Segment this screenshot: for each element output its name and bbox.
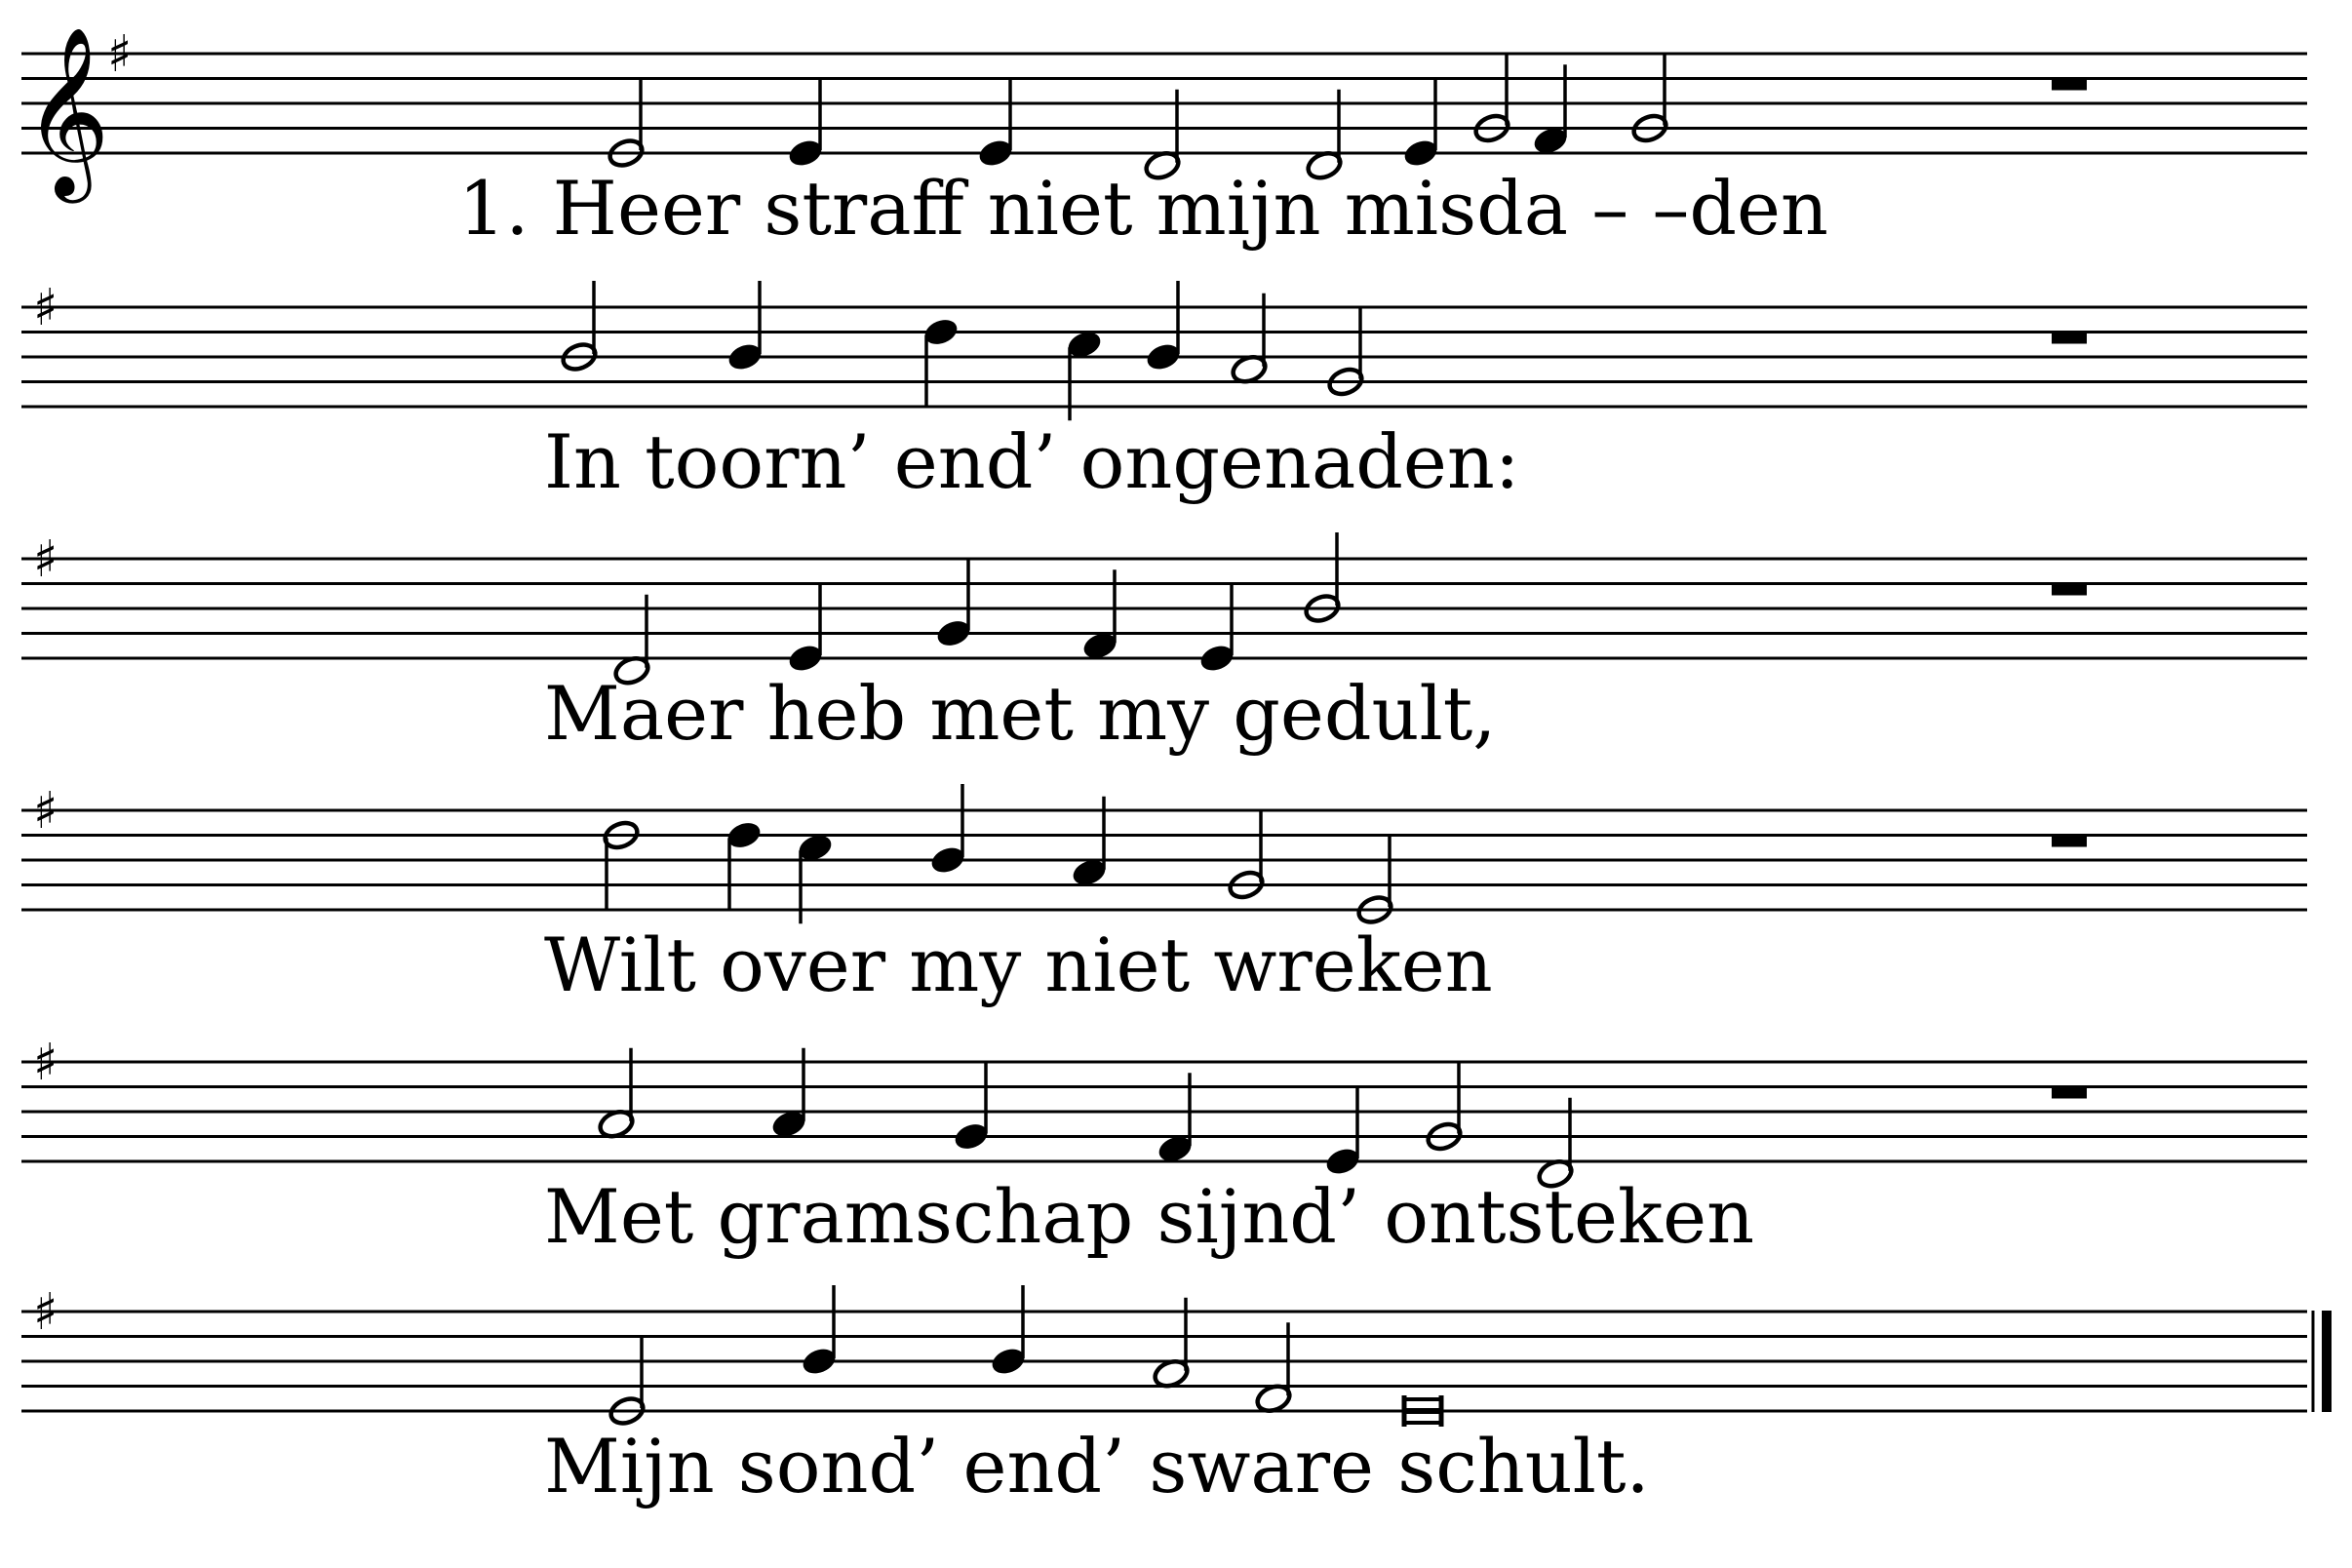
note bbox=[1425, 1061, 1464, 1154]
note bbox=[976, 77, 1015, 170]
lyric-line: Wilt over my niet wreken bbox=[544, 921, 1493, 1008]
note bbox=[725, 281, 764, 373]
note bbox=[1472, 53, 1511, 145]
half-rest-icon bbox=[2052, 1087, 2087, 1099]
key-signature-sharp-icon: ♯ bbox=[33, 279, 59, 337]
lyric-line: Mijn sond’ end’ sware schult. bbox=[544, 1423, 1650, 1509]
half-rest-icon bbox=[2052, 333, 2087, 344]
note bbox=[1144, 281, 1183, 373]
lyric-line: In toorn’ end’ ongenaden: bbox=[544, 418, 1520, 505]
staff-system-2 bbox=[21, 279, 2307, 505]
note bbox=[1323, 1085, 1362, 1178]
staff-system-4 bbox=[21, 782, 2307, 1008]
key-signature-sharp-icon: ♯ bbox=[33, 1034, 59, 1092]
note bbox=[1401, 77, 1440, 170]
note bbox=[800, 1285, 839, 1378]
key-signature-sharp-icon: ♯ bbox=[33, 1283, 59, 1342]
note bbox=[928, 784, 967, 877]
half-rest-icon bbox=[2052, 836, 2087, 847]
lyric-line: Met gramschap sijnd’ ontsteken bbox=[544, 1173, 1755, 1260]
key-signature-sharp-icon: ♯ bbox=[107, 25, 133, 84]
note bbox=[952, 1061, 991, 1154]
half-rest-icon bbox=[2052, 79, 2087, 91]
note bbox=[786, 582, 825, 675]
half-rest-icon bbox=[2052, 584, 2087, 596]
staff-system-1 bbox=[21, 25, 2307, 252]
lyric-line: 1. Heer straff niet mijn misda – –den bbox=[458, 165, 1828, 252]
note bbox=[1303, 532, 1342, 625]
note bbox=[786, 77, 825, 170]
note bbox=[725, 818, 764, 911]
note bbox=[1197, 582, 1236, 675]
note bbox=[560, 281, 599, 373]
note bbox=[1630, 53, 1669, 145]
note bbox=[989, 1285, 1028, 1378]
note bbox=[1227, 809, 1266, 902]
note bbox=[602, 818, 641, 911]
key-signature-sharp-icon: ♯ bbox=[33, 530, 59, 589]
staff-system-3 bbox=[21, 530, 2307, 757]
treble-clef-icon: 𝄞 bbox=[23, 26, 110, 196]
staff-system-6 bbox=[21, 1283, 2327, 1509]
note bbox=[1326, 306, 1365, 399]
note bbox=[607, 77, 646, 170]
lyric-line: Maer heb met my gedult, bbox=[544, 670, 1497, 757]
staff-system-5 bbox=[21, 1034, 2307, 1260]
note bbox=[921, 315, 960, 408]
note bbox=[934, 558, 973, 650]
key-signature-sharp-icon: ♯ bbox=[33, 782, 59, 841]
note bbox=[1355, 834, 1394, 926]
note bbox=[608, 1335, 647, 1428]
